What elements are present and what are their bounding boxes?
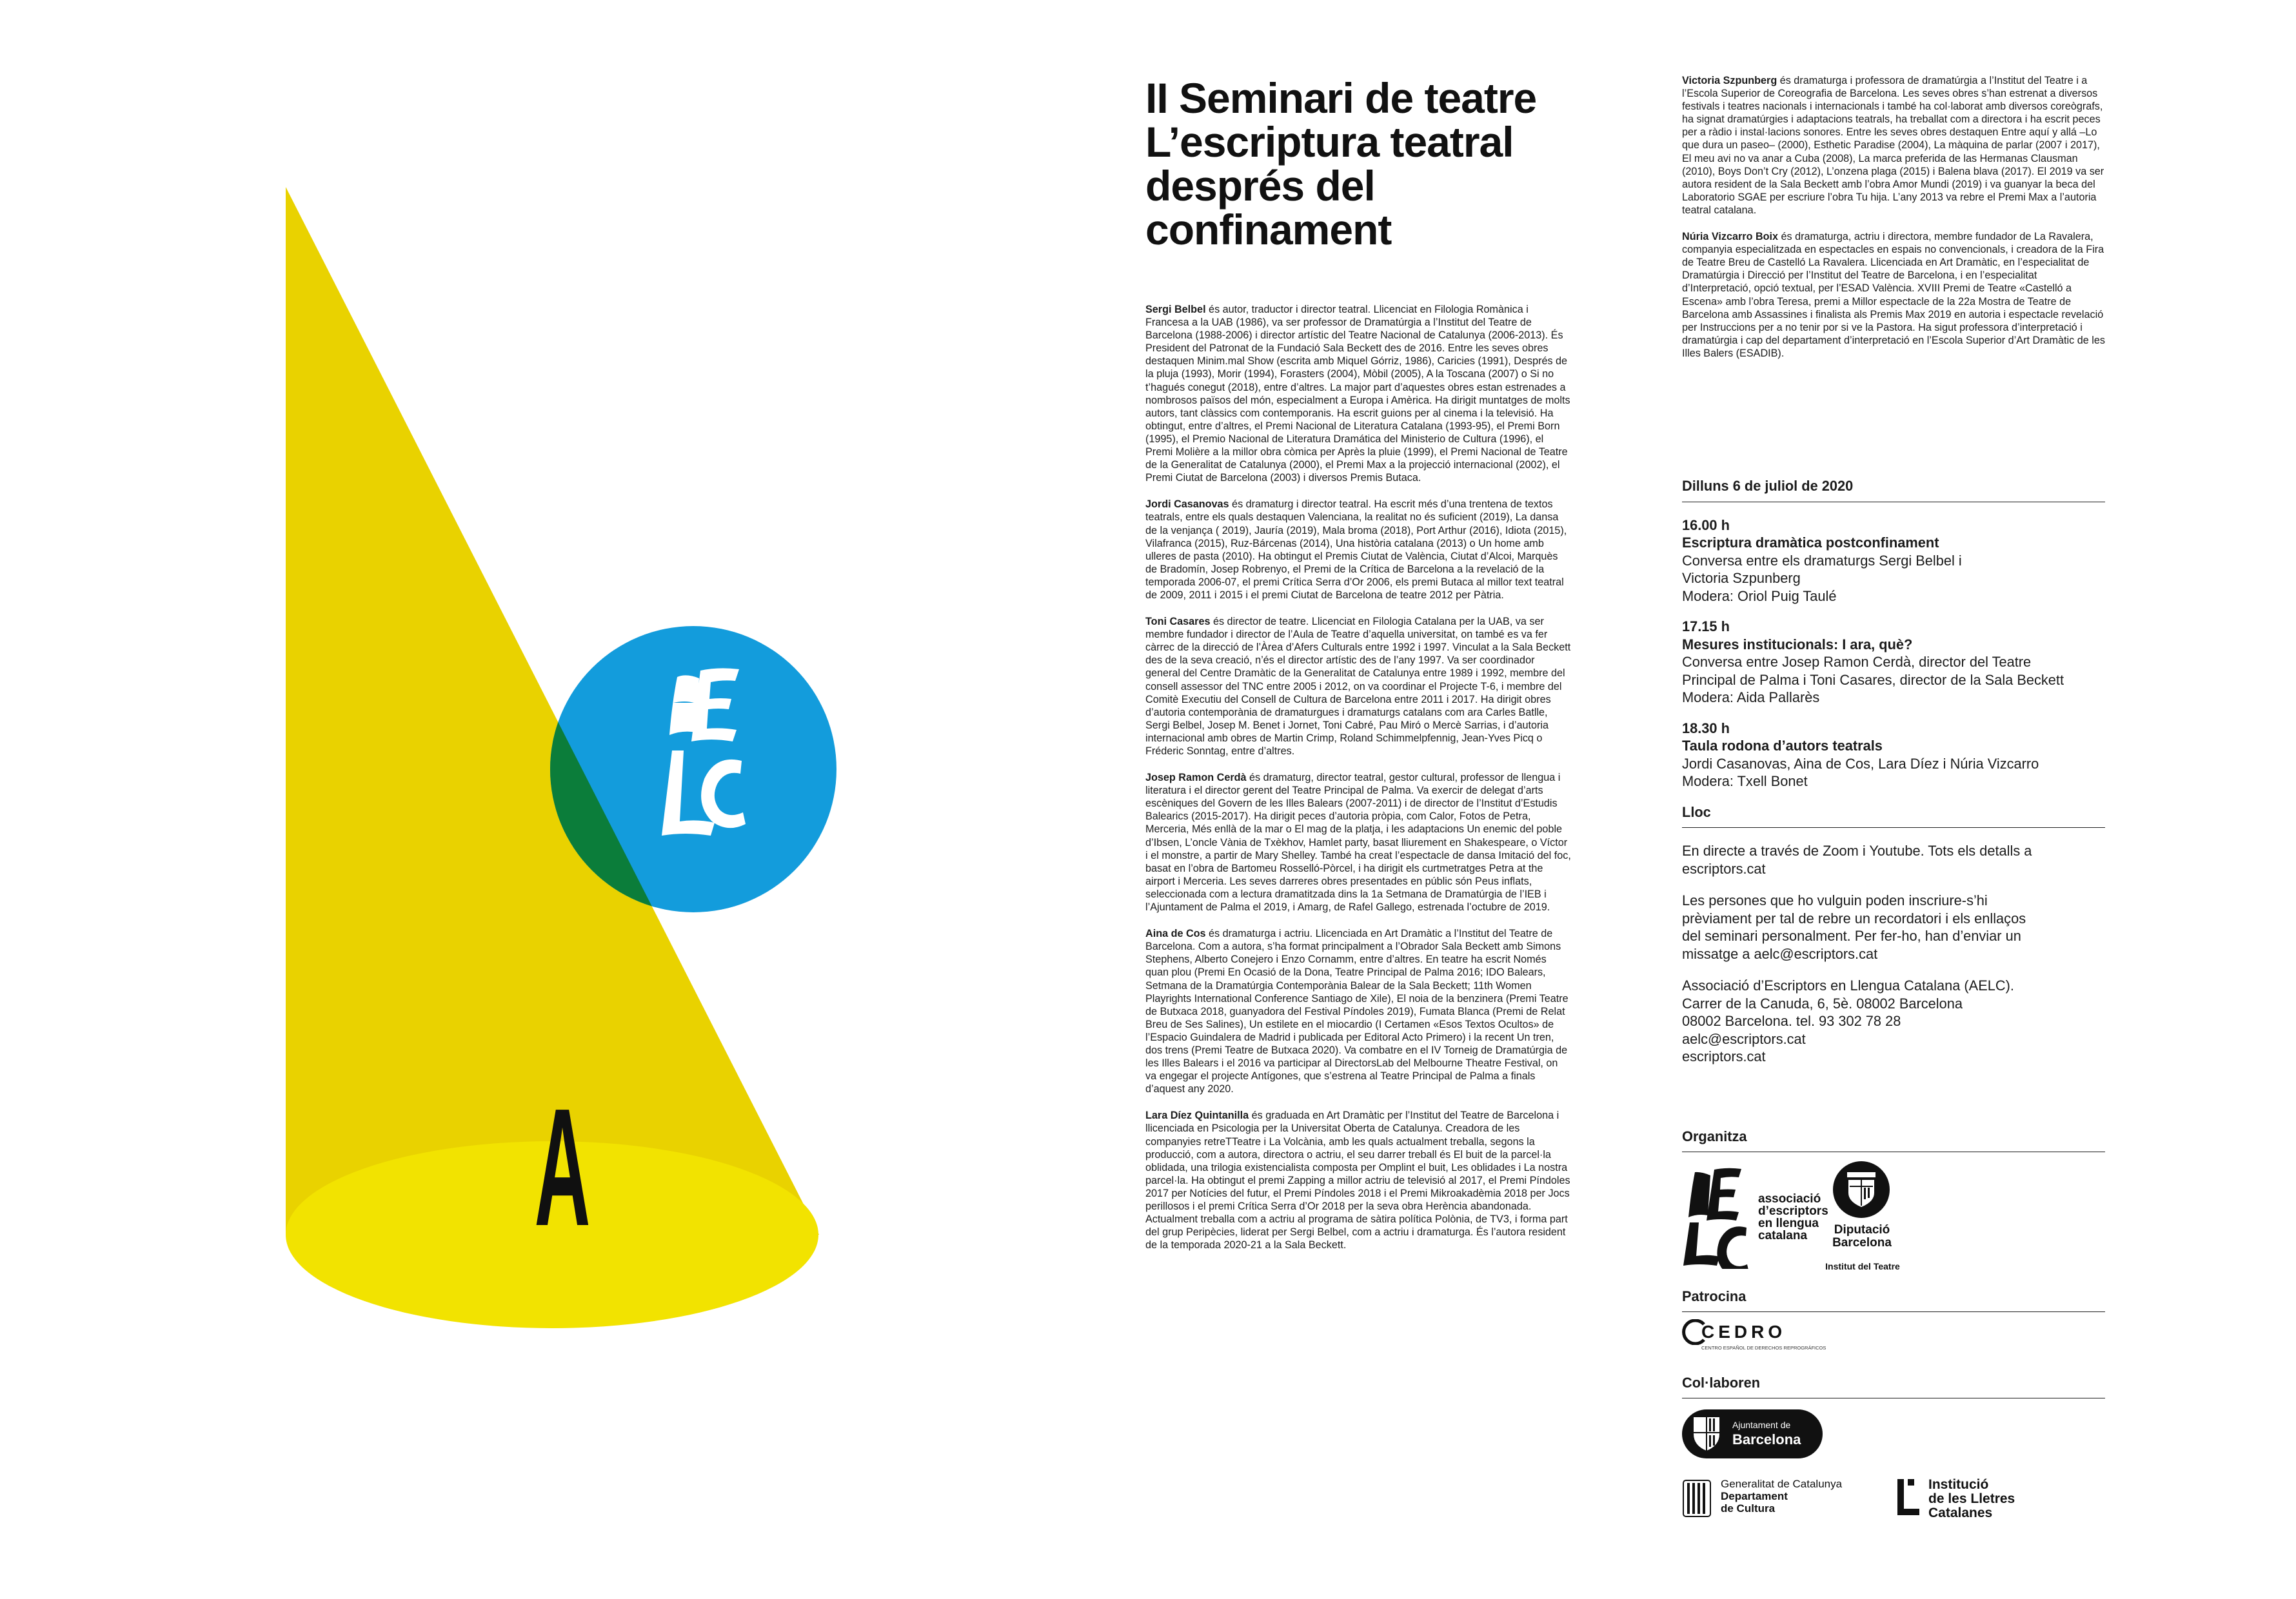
slot-line: Principal de Palma i Toni Casares, director de la Sala Beckett xyxy=(1682,671,2064,688)
ajuntament-small: Ajuntament de xyxy=(1732,1420,1791,1430)
website-link[interactable]: escriptors.cat xyxy=(1682,1048,1766,1064)
slot-time: 16.00 h xyxy=(1682,516,1730,533)
bio-text: és dramaturga, actriu i directora, membre fundador de La Ravalera, companyia especialitzada en espectacles en espais no convencionals, i creadora de la Fira de Teatre Breu de Castelló La Ravalera. Llicenciada en Art Dramàtic, en l’especialitat de Dramatúrgia i Direcció per l’Institut del Teatre de Barcelona, i en l’especialitat d’Interpretació, opció textual, per l’ESAD València. XVIII Premi de Teatre «Castelló a Escena» amb l’obra Teresa, premi a Millor espectacle de la 22a Mostra de Teatre de Barcelona amb Assassines i finalista als Premis Max 2019 en autoria i espectacle revelació per Instruccions per a no tenir por si ve la Pastora. Ha sigut professora d’interpretació i dramatúrgia i cap del departament d’interpretació en l’Escola Superior d’Art Dramàtic de les Illes Balers (ESADIB). xyxy=(1682,231,2105,359)
bio-name: Sergi Belbel xyxy=(1145,304,1206,315)
registration-info xyxy=(1682,892,2105,963)
ilc-line: de les Lletres xyxy=(1928,1491,2015,1506)
bio-name: Toni Casares xyxy=(1145,616,1211,628)
diputacio-line: Diputació xyxy=(1834,1223,1890,1237)
generalitat-line: Generalitat de Catalunya xyxy=(1721,1478,1843,1490)
register-line: Les persones que ho vulguin poden inscriure-s’hi xyxy=(1682,892,1988,908)
bio-text: és autor, traductor i director teatral. Llicenciat en Filologia Romànica i Francesa a la UAB (1986), va ser professor de Dramatúrgia a l’Institut del Teatre de Barcelona (1988-2006) i director artístic del Teatre Nacional de Catalunya (2006-2013). És President del Patronat de la Fundació Sala Beckett des de 2016. Entre les seves obres destaquen Minim.mal Show (escrita amb Miquel Górriz, 1986), Caricies (1991), Després de la pluja (1993), Morir (1994), Forasters (2004), Mòbil (2005), A la Toscana (2007) o Si no t’hagués conegut (2018), entre d’altres. La major part d’aquestes obres estan estrenades a nombrosos països del món, especialment a Europa i Amèrica. Ha dirigit muntatges de molts autors, tant clàssics com contemporanis. Ha escrit guions per al cinema i la televisió. Ha obtingut, entre d’altres, el Premi Nacional de Literatura Catalana (1993-95), el Premi Born (1995), el Premio Nacional de Literatura Dramática del Ministerio de Cultura (1996), el Premi Molière a la millor obra còmica per Après la pluie (1999), el Premi Nacional de Teatre de la Generalitat de Catalunya (2000), el Premi Max a la projecció internacional (2002), el Premi Ciutat de Barcelona (2003) i diversos Premis Butaca. xyxy=(1145,304,1570,484)
aelc-logo-line: catalana xyxy=(1758,1229,1808,1242)
bio-name: Jordi Casanovas xyxy=(1145,498,1229,511)
poster-artwork xyxy=(0,0,1058,1599)
cedro-name: CEDRO xyxy=(1701,1322,1786,1342)
program-slot xyxy=(1682,618,2105,707)
slot-time: 17.15 h xyxy=(1682,618,1730,634)
bio-josep-ramon-cerda xyxy=(1145,771,1571,914)
address-block xyxy=(1682,977,2105,1066)
aelc-mark-icon xyxy=(1682,1166,1753,1269)
generalitat-line: Departament xyxy=(1721,1490,1788,1502)
bio-aina-de-cos xyxy=(1145,927,1571,1095)
bio-text: és dramaturg i director teatral. Ha escrit més d’una trentena de textos teatrals, entre els quals destaquen Valenciana, la realitat no és suficient (2019), La dansa de la venjança ( 2019), Jauría (2019), Mala broma (2018), Port Arthur (2016), Idiota (2015), Vilafranca (2015), Ruz-Bárcenas (2014), Una història catalana (2013) o Un home amb ulleres de pasta (2010). Ha obtingut el Premis Ciutat de València, Ciutat d’Alcoi, Marquès de Bradomín, Josep Robrenyo, el Premi de la Crítica de Barcelona a la revelació de la temporada 2006-07, el premi Crítica Serra d’Or 2006, els premi Butaca al millor text teatral de 2009, 2011 i 2015 i el premi Ciutat de Barcelona de teatre 2012 per Pàtria. xyxy=(1145,498,1567,601)
ajuntament-barcelona-logo xyxy=(1682,1409,1823,1458)
aelc-logo-line: d’escriptors xyxy=(1758,1204,1828,1218)
slot-line: Conversa entre Josep Ramon Cerdà, director del Teatre xyxy=(1682,654,2032,670)
diputacio-emblem-icon xyxy=(1830,1161,1892,1219)
register-line: prèviament per tal de rebre un recordatori i els enllaços xyxy=(1682,910,2026,927)
bio-text: és graduada en Art Dramàtic per l’Institut del Teatre de Barcelona i llicenciada en Psicologia per la Universitat Oberta de Catalunya. Creadora de les companyies retreTTeatre i La Volcània, amb les quals actualment treballa, segons la producció, com a autora, directora o actriu, el seu darrer treball és El buit de la parcel·la oblidada, una trilogia existencialista composta per Omplint el buit, Les oblidades i La nostra parcel·la. Ha obtingut el premi Zapping a millor actriu de televisió al 2017, el Premi Píndoles 2017 per Notícies del futur, el Premi Píndoles 2018 i el Premi Mikroakadèmia 2018 per Jocs perillosos i el premi Crítica Serra d’Or 2018 per la seva obra Herència abandonada. Actualment treballa com a actriu al programa de sàtira política Polònia, de TV3, i forma part del grup Peripècies, liderat per Sergi Belbel, com a actriu i dramaturga. És l’autora resident de la temporada 2020-21 a la Sala Beckett. xyxy=(1145,1110,1570,1251)
diputacio-line: Barcelona xyxy=(1832,1236,1892,1250)
email-link[interactable]: aelc@escriptors.cat xyxy=(1682,1030,1806,1047)
program-slot xyxy=(1682,720,2105,790)
barcelona-shield-icon xyxy=(1692,1416,1721,1452)
address-line: Associació d’Escriptors en Llengua Catalana (AELC). xyxy=(1682,977,2014,994)
generalitat-emblem-icon xyxy=(1682,1479,1712,1518)
bio-jordi-casanovas xyxy=(1145,498,1571,602)
slot-line: Modera: Oriol Puig Taulé xyxy=(1682,587,1837,604)
bio-nuria-vizcarro xyxy=(1682,230,2108,360)
ilc-line: Catalanes xyxy=(1928,1506,1993,1520)
bio-name: Victoria Szpunberg xyxy=(1682,75,1777,86)
cedro-logo xyxy=(1682,1319,1888,1358)
collaboren-heading: Col·laboren xyxy=(1682,1375,2105,1398)
slot-line: Conversa entre els dramaturgs Sergi Belbel i xyxy=(1682,552,1962,569)
bio-name: Núria Vizcarro Boix xyxy=(1682,231,1779,243)
title-line: confinament xyxy=(1145,206,1392,253)
register-line: missatge a aelc@escriptors.cat xyxy=(1682,945,1878,962)
program-slot xyxy=(1682,516,2105,605)
place-link[interactable]: escriptors.cat xyxy=(1682,860,1766,877)
bio-victoria-szpunberg xyxy=(1682,74,2108,217)
ilc-line: Institució xyxy=(1928,1477,1989,1492)
slot-title: Taula rodona d’autors teatrals xyxy=(1682,738,1883,754)
bio-name: Josep Ramon Cerdà xyxy=(1145,772,1247,784)
aelc-logo-line: en llengua xyxy=(1758,1217,1819,1230)
place-heading: Lloc xyxy=(1682,803,2105,829)
diputacio-logo xyxy=(1823,1161,1913,1277)
title-line: II Seminari de teatre xyxy=(1145,74,1537,122)
slot-time: 18.30 h xyxy=(1682,720,1730,736)
bio-name: Lara Díez Quintanilla xyxy=(1145,1110,1249,1122)
bio-name: Aina de Cos xyxy=(1145,928,1206,940)
big-letter-a: A xyxy=(534,1074,591,1261)
register-line: del seminari personalment. Per fer-ho, han d’enviar un xyxy=(1682,928,2021,944)
address-line: Carrer de la Canuda, 6, 5è. 08002 Barcelona xyxy=(1682,995,1963,1012)
aelc-logo-line: associació xyxy=(1758,1192,1821,1206)
bio-sergi-belbel xyxy=(1145,303,1571,484)
slot-title: Escriptura dramàtica postconfinament xyxy=(1682,535,1939,551)
patrocina-heading: Patrocina xyxy=(1682,1288,2105,1312)
bios-column-1 xyxy=(1145,303,1571,1265)
slot-line: Modera: Aida Pallarès xyxy=(1682,689,1820,705)
bio-text: és director de teatre. Llicenciat en Filologia Catalana per la UAB, va ser membre fundador i director de l’Aula de Teatre d’aquella universitat, on també es va fer càrrec de la direcció de l’Àrea d’Afers Culturals entre 1992 i 1997. Vinculat a la Sala Beckett des de la seva creació, n’és el director artístic des de l’any 1997. Va ser coordinador general del Centre Dramàtic de la Generalitat de Catalunya entre 1989 i 1992, membre del consell assessor del TNC entre 2005 i 2012, on va coordinar el Projecte T-6, i membre del Comitè Executiu del Consell de Cultura de Barcelona entre 2011 i 2017. Ha dirigit obres d’autoria contemporània de dramaturgues i dramaturgs catalans com ara Carles Batlle, Sergi Belbel, Josep M. Benet i Jornet, Toni Cabré, Pau Miró o Mercè Sarrias, i d’autoria internacional amb obres de Martin Crimp, Roland Schimmelpfennig, Jean-Yves Picq o Fréderic Sonntag, entre d’altres. xyxy=(1145,616,1571,757)
generalitat-logo xyxy=(1682,1475,1875,1524)
institut-teatre-label: Institut del Teatre xyxy=(1825,1261,1900,1271)
bio-text: és dramaturga i professora de dramatúrgia a l’Institut del Teatre i a l’Escola Superior de Coreografia de Barcelona. Les seves obres s’han estrenat a diversos festivals i teatres nacionals i internacionals i també ha col·laborat amb diversos coreògrafs, ha signat dramatúrgies i adaptacions teatrals, ha treballat com a directora i ha escrit peces per a ràdio i instal·lacions sonores. Entre les seves obres destaquen Entre aquí y allá –Lo que dura un paseo– (2000), Esthetic Paradise (2004), La màquina de parlar (2007 i 2017), El meu avi no va anar a Cuba (2008), La marca preferida de las Hermanas Clausman (2010), Boys Don’t Cry (2012), L’onzena plaga (2015) i Balena blava (2017). El 2019 va ser autora resident de la Sala Beckett amb l’obra Amor Mundi (2019) i va guanyar la beca del Laboratorio SGAE per escriure l’obra Tu hija. L’any 2013 va rebre el Premi Max a l’autoria teatral catalana. xyxy=(1682,75,2104,216)
address-line: 08002 Barcelona. tel. 93 302 78 28 xyxy=(1682,1013,1901,1029)
ajuntament-big: Barcelona xyxy=(1732,1431,1801,1447)
slot-title: Mesures institucionals: I ara, què? xyxy=(1682,636,1913,652)
page-title xyxy=(1145,76,1584,251)
organitza-heading: Organitza xyxy=(1682,1128,2105,1152)
title-line: després del xyxy=(1145,162,1375,210)
ilc-mark-icon xyxy=(1896,1478,1922,1516)
slot-line: Jordi Casanovas, Aina de Cos, Lara Díez i Núria Vizcarro xyxy=(1682,755,2039,772)
program-column xyxy=(1682,477,2105,1080)
generalitat-line: de Cultura xyxy=(1721,1502,1776,1515)
slot-line: Victoria Szpunberg xyxy=(1682,570,1801,586)
bio-text: és dramaturga i actriu. Llicenciada en Art Dramàtic a l’Institut del Teatre de Barcelona. Com a autora, s’ha format principalment a l’Obrador Sala Beckett amb Simons Stephens, Alberto Conejero i Enzo Cornamm, entre d’altres. En teatre ha escrit Només quan plou (Premi En Ocasió de la Dona, Teatre Principal de Palma 2016; IDO Balears, Setmana de la Dramatúrgia Contemporània Balear de la Sala Beckett; 11th Women Playrights International Conference Santiago de Xile), El noia de la benzinera (Premi Teatre de Butxaca 2018, guanyadora del Festival Píndoles 2019), Fumata Blanca (Premi de Relat Breu de Ses Salines), Un estilete en el miocardio (I Certamen «Esos Textos Ocultos» de l’Espacio Guindalera de Madrid i publicada per Editoral Acto Primero) i la recent Un tren, dos trens (Premi Teatre de Butxaca 2020). Va combatre en el IV Torneig de Dramatúrgia de les Illes Balears i el 2016 va participar al DirectorsLab del Melbourne Theatre Festival, on va engegar el projecte Antígones, que s’estrena al Teatre Principal de Palma a finals d’aquest any 2020. xyxy=(1145,928,1569,1095)
bio-text: és dramaturg, director teatral, gestor cultural, professor de llengua i literatura i el director gerent del Teatre Principal de Palma. Va exercir de delegat d’arts escèniques del Govern de les Illes Balears (2007-2011) i de director de l’Institut d’Estudis Balearics (2015-2017). Ha dirigit peces d’autoria pròpia, com Calor, Fotos de Petra, Merceria, Més enllà de la mar o El mag de la platja, i les adaptacions Un enemic del poble d’Ibsen, L’oncle Vània de Txèkhov, Hamlet party, basat lliurement en Shakespeare, o Víctor i el monstre, a partir de Mary Shelley. També ha creat l’espectacle de dansa Imitació del foc, basat en l’obra de Bartomeu Rosselló-Pòrcel, i ha dirigit els curtmetratges Petra at the airport i Merceria. Les seves darreres obres presentades en públic són Peus inflats, seleccionada com a lectura dramatitzada dins la 1a Setmana de Dramatúrgia de l’IEB i l’Ajuntament de Palma el 2019, i Amarg, de Rafel Gallego, estrenada l’octubre de 2019. xyxy=(1145,772,1571,914)
bio-lara-diez xyxy=(1145,1109,1571,1251)
bios-column-2 xyxy=(1682,74,2108,373)
title-line: L’escriptura teatral xyxy=(1145,118,1514,166)
program-date: Dilluns 6 de juliol de 2020 xyxy=(1682,477,2105,502)
place-line: En directe a través de Zoom i Youtube. Tots els detalls a xyxy=(1682,843,2032,859)
cedro-subtitle: CENTRO ESPAÑOL DE DERECHOS REPROGRÁFICOS xyxy=(1701,1345,1826,1351)
place-info xyxy=(1682,842,2105,878)
bio-toni-casares xyxy=(1145,615,1571,758)
ilc-logo xyxy=(1896,1475,2090,1524)
slot-line: Modera: Txell Bonet xyxy=(1682,773,1808,789)
